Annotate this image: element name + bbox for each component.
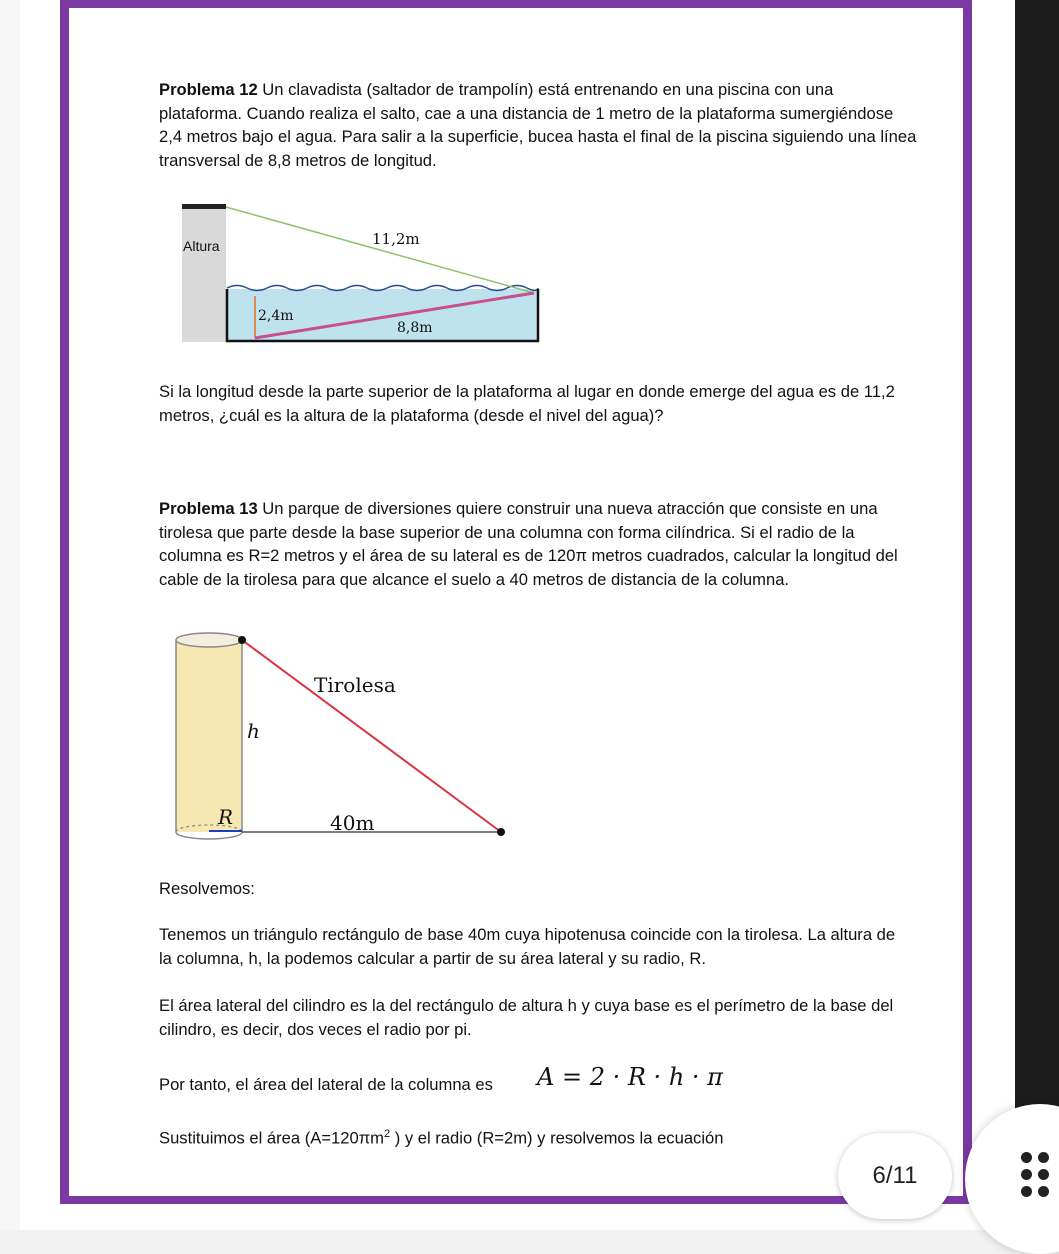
screen-edge-bar: [1015, 0, 1059, 1230]
column-base-front: [176, 832, 242, 839]
resolution-heading: Resolvemos:: [159, 879, 255, 898]
column-top: [176, 633, 242, 647]
left-margin: [0, 0, 20, 1230]
document-page: [20, 0, 1015, 1230]
column-body: [176, 640, 242, 832]
question-line: Si la longitud desde la parte superior de la plataforma al lugar en donde emerge del agua es de 11,2: [159, 382, 895, 401]
question-line: metros, ¿cuál es la altura de la plataforma (desde el nivel del agua)?: [159, 405, 664, 425]
resolution-line: cilindro, es decir, dos veces el radio por pi.: [159, 1019, 472, 1039]
problema12-line: 2,4 metros bajo el agua. Para salir a la superficie, bucea hasta el final de la piscina siguiendo una línea: [159, 127, 917, 147]
problema12-line: transversal de 8,8 metros de longitud.: [159, 150, 437, 170]
substitution-text: Sustituimos el área (: [159, 1128, 311, 1148]
problema12-line: Un clavadista (saltador de trampolín) está entrenando en una piscina con una: [257, 80, 834, 99]
problema12-line: plataforma. Cuando realiza el salto, cae a una distancia de 1 metro de la plataforma sumergiéndose: [159, 103, 894, 123]
depth-label: 2,4m: [258, 308, 294, 324]
problema13-label: Problema 13: [159, 499, 258, 518]
page-border-right: [963, 0, 972, 1202]
altura-label: Altura: [183, 238, 220, 254]
resolution-paragraph-3: Por tanto, el área del lateral de la columna es: [159, 1075, 493, 1094]
height-label: h: [247, 719, 260, 743]
resolution-line: la columna, h, la podemos calcular a partir de su área lateral y su radio, R.: [159, 948, 706, 968]
radius-label: R: [218, 805, 234, 829]
problema12-statement: [159, 78, 959, 172]
resolution-paragraph-1: [159, 923, 959, 970]
problema12-label: Problema 12: [159, 80, 258, 99]
resolution-line: Tenemos un triángulo rectángulo de base 40m cuya hipotenusa coincide con la tirolesa. La altura de: [159, 925, 896, 944]
radius-value: R=2m: [482, 1128, 528, 1148]
page-border-bottom: [60, 1196, 972, 1204]
substitution-text: ) y el radio (: [390, 1128, 483, 1148]
resolution-paragraph-2: [159, 994, 959, 1041]
lateral-area-formula: A = 2 · R · h · π: [537, 1063, 723, 1091]
page-border-left: [60, 0, 69, 1202]
hypotenuse-line: [226, 207, 534, 293]
diag-length-label: 8,8m: [397, 320, 433, 336]
zipline-cable: [242, 640, 501, 832]
area-value: A=120πm: [310, 1128, 384, 1148]
tirolesa-label: Tirolesa: [314, 673, 396, 697]
resolution-line: El área lateral del cilindro es la del rectángulo de altura h y cuya base es el perímetro de la base del: [159, 996, 894, 1015]
zipline-diagram: [170, 628, 510, 848]
problema13-line: columna es R=2 metros y el área de su lateral es de 120π metros cuadrados, calcular la longitud del: [159, 546, 898, 566]
resolution-paragraph-4: [159, 1123, 959, 1150]
problema12-question: [159, 380, 959, 427]
problema13-line: cable de la tirolesa para que alcance el suelo a 40 metros de distancia de la columna.: [159, 569, 790, 589]
page-indicator[interactable]: 6/11: [838, 1133, 952, 1219]
problema13-statement: [159, 497, 959, 591]
page-border-top: [60, 0, 972, 8]
distance-label: 40m: [330, 811, 375, 835]
hyp-length-label: 11,2m: [372, 230, 420, 248]
substitution-text: ) y resolvemos la ecuación: [527, 1128, 724, 1148]
cable-end-point: [497, 828, 505, 836]
area-exponent: 2: [383, 1128, 391, 1140]
platform-wall: [182, 206, 226, 342]
cable-start-point: [238, 636, 246, 644]
problema13-line: Un parque de diversiones quiere construir una nueva atracción que consiste en una: [257, 499, 878, 518]
platform-top: [182, 204, 226, 209]
pool-diagram: [178, 200, 548, 350]
problema13-line: tirolesa que parte desde la base superior de una columna con forma cilíndrica. Si el radio de la: [159, 522, 855, 542]
